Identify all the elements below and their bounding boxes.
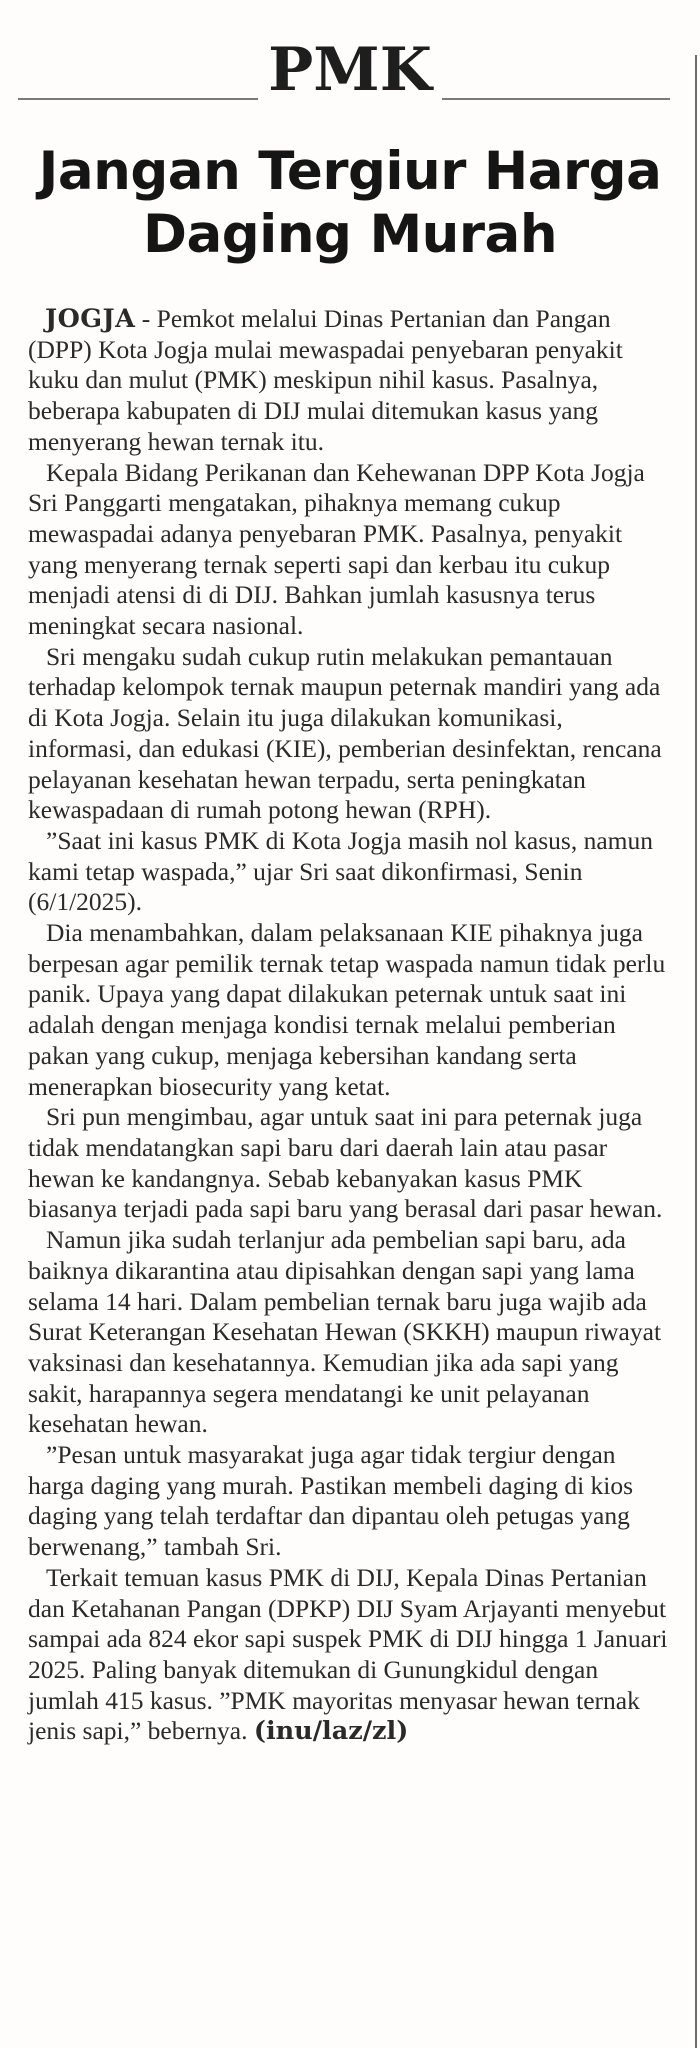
article-headline: Jangan Tergiur Harga Daging Murah	[38, 141, 662, 265]
article-paragraph-3: Sri mengaku sudah cukup rutin melakukan pemantauan terhadap kelompok ternak maupun peternak mandiri yang ada di Kota Jogja. Selain itu juga dilakukan komunikasi, informasi, dan edukasi (KIE), pemberian desinfektan, rencana pelayanan kesehatan hewan terpadu, serta peningkatan kewaspadaan di rumah potong hewan (RPH).	[28, 641, 662, 825]
article-paragraph-9	[28, 1563, 668, 1747]
article-paragraph-8: ”Pesan untuk masyarakat juga agar tidak tergiur dengan harga daging yang murah. Pastikan membeli daging di kios daging yang telah terdaftar dan dipantau oleh petugas yang berwenang,” tambah Sri.	[28, 1440, 634, 1562]
article-paragraph-5: Dia menambahkan, dalam pelaksanaan KIE pihaknya juga berpesan agar pemilik ternak tetap waspada namun tidak perlu panik. Upaya yang dapat dilakukan peternak untuk saat ini adalah dengan menjaga kondisi ternak melalui pemberian pakan yang cukup, menjaga kebersihan kandang serta menerapkan biosecurity yang ketat.	[28, 918, 666, 1101]
column-divider	[695, 55, 697, 2048]
rubric-text: PMK	[258, 35, 442, 105]
article-paragraph-2: Kepala Bidang Perikanan dan Kehewanan DPP Kota Jogja Sri Panggarti mengatakan, pihaknya memang cukup mewaspadai adanya penyebaran PMK. Pasalnya, penyakit yang menyerang ternak seperti sapi dan kerbau itu cukup menjadi atensi di di DIJ. Bahkan jumlah kasusnya terus meningkat secara nasional.	[28, 457, 645, 641]
paragraph-9-text: Terkait temuan kasus PMK di DIJ, Kepala Dinas Pertanian dan Ketahanan Pangan (DPKP) DIJ Syam Arjayanti menyebut sampai ada 824 ekor sapi suspek PMK di DIJ hingga 1 Januari 2025. Paling banyak ditemukan di Gunungkidul dengan jumlah 415 kasus. ”PMK mayoritas menyasar hewan ternak jenis sapi,” bebernya.	[28, 1562, 668, 1746]
author-credit: (inu/laz/zl)	[253, 1716, 409, 1747]
article-paragraph-7: Namun jika sudah terlanjur ada pembelian sapi baru, ada baiknya dikarantina atau dipisahkan dengan sapi yang lama selama 14 hari. Dalam pembelian ternak baru juga wajib ada Surat Keterangan Kesehatan Hewan (SKKH) maupun riwayat vaksinasi dan kesehatannya. Kemudian jika ada sapi yang sakit, harapannya segera mendatangi ke unit pelayanan kesehatan hewan.	[28, 1225, 662, 1439]
article-body	[28, 304, 668, 1747]
paragraph-1-text: - Pemkot melalui Dinas Pertanian dan Pangan (DPP) Kota Jogja mulai mewaspadai penyebaran penyakit kuku dan mulut (PMK) meskipun nihil kasus. Pasalnya, beberapa kabupaten di DIJ mulai ditemukan kasus yang menyerang hewan ternak itu.	[28, 304, 623, 456]
article-paragraph-6: Sri pun mengimbau, agar untuk saat ini para peternak juga tidak mendatangkan sapi baru dari daerah lain atau pasar hewan ke kandangnya. Sebab kebanyakan kasus PMK biasanya terjadi pada sapi baru yang berasal dari pasar hewan.	[28, 1102, 663, 1224]
article-paragraph-4: ”Saat ini kasus PMK di Kota Jogja masih nol kasus, namun kami tetap waspada,” ujar Sri saat dikonfirmasi, Senin (6/1/2025).	[28, 825, 653, 917]
rubric-label	[0, 35, 700, 105]
dateline: JOGJA	[45, 304, 136, 334]
article-paragraph-1	[28, 304, 668, 458]
